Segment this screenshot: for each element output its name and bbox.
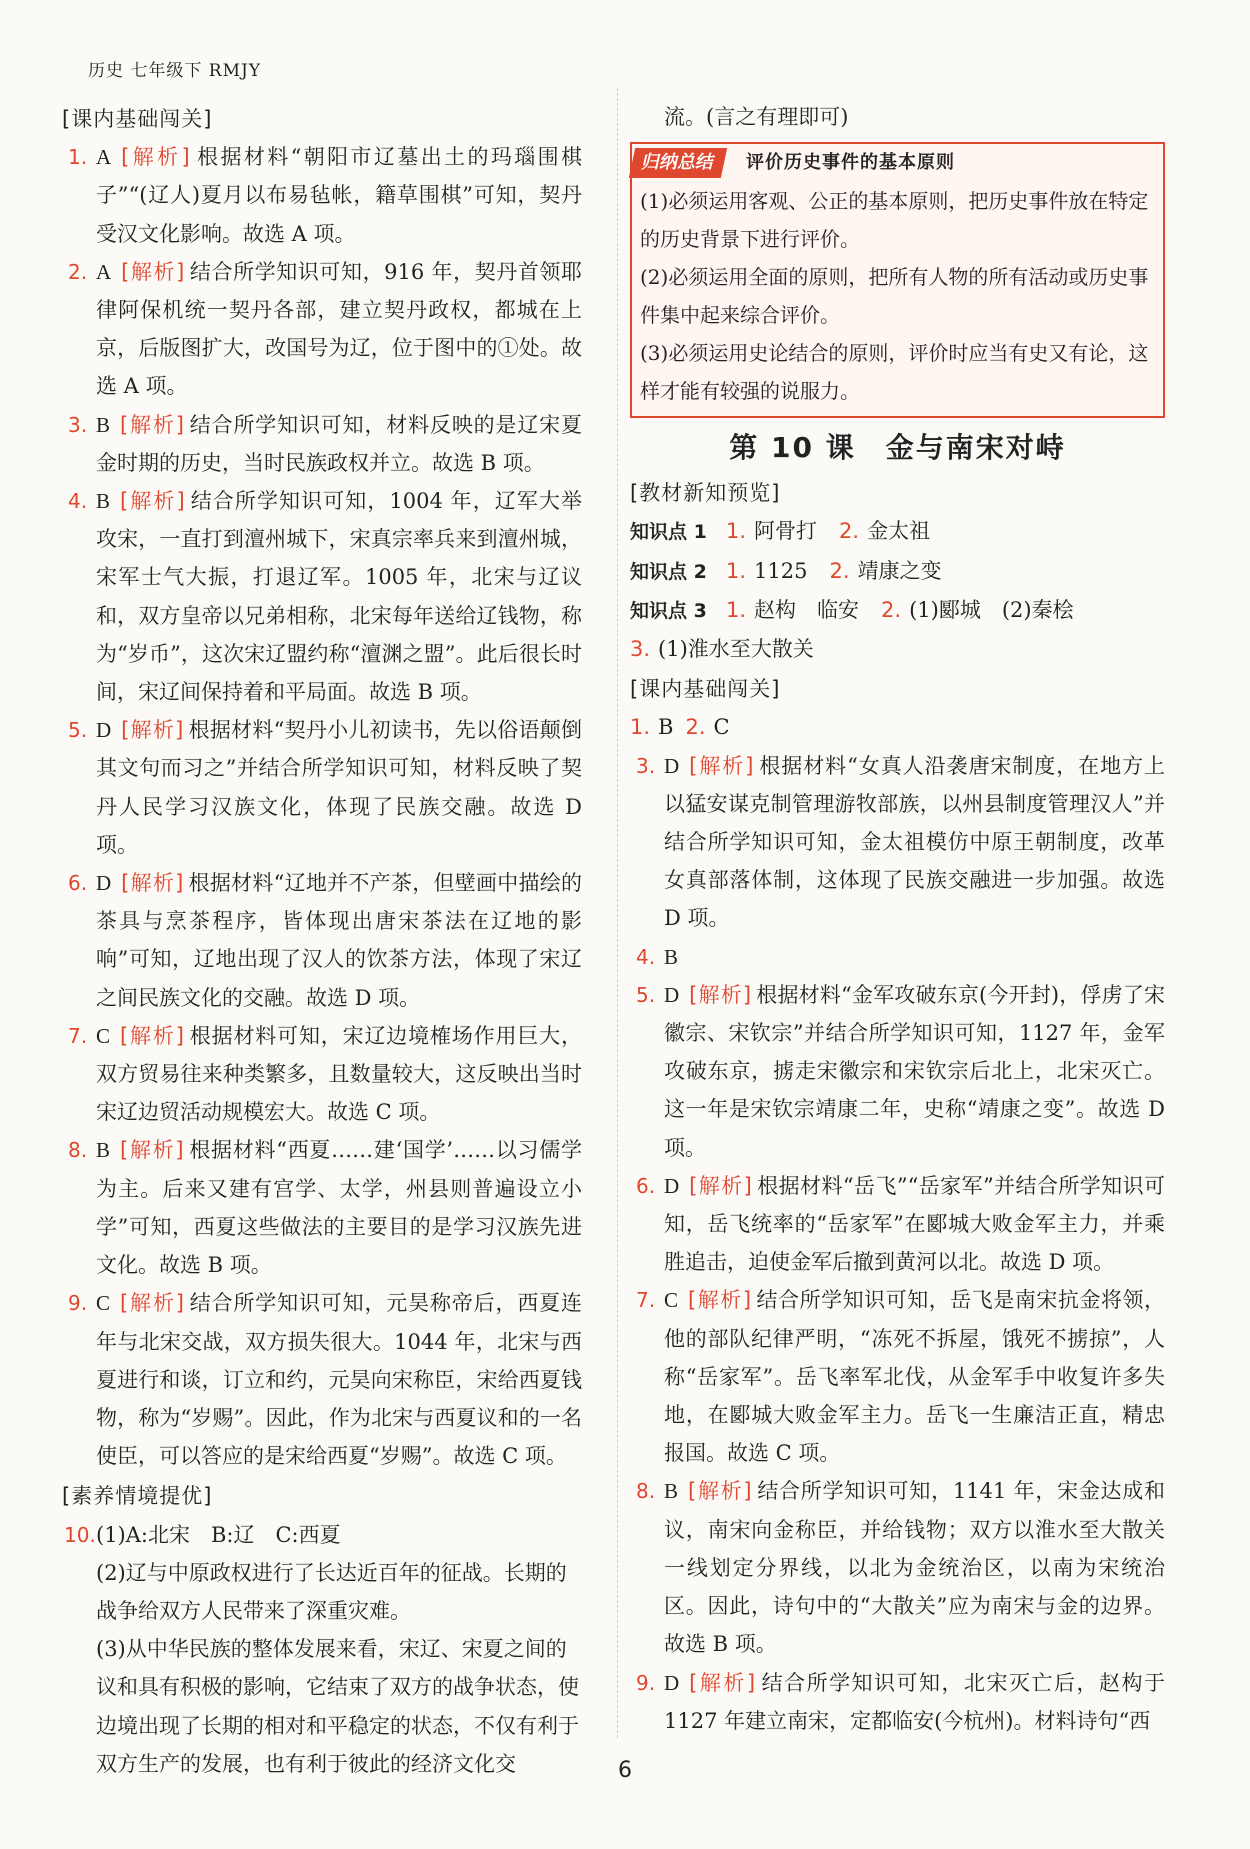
answer-item: 9. D [解析] 结合所学知识可知，北宋灭亡后，赵构于 1127 年建立南宋，定都临安(今杭州)。材料诗句“西	[636, 1670, 1166, 1733]
analysis-tag: [解析]	[121, 718, 185, 743]
section-heading: [课内基础闯关]	[630, 677, 781, 702]
section-heading: [课内基础闯关]	[62, 107, 213, 131]
analysis-tag: [解析]	[120, 412, 185, 437]
answer-item: 6. D [解析] 根据材料“辽地并不产茶，但壁画中描绘的茶具与烹茶程序，皆体现出唐宋茶法在辽地的影响”可知，辽地出现了汉人的饮茶方法，体现了宋辽之间民族文化的交融。故选 D 项。	[68, 871, 583, 1010]
short-answers: 1. B 2. C	[630, 715, 730, 740]
analysis-tag: [解析]	[688, 1288, 753, 1313]
answer-subpart: (2)辽与中原政权进行了长达近百年的征战。长期的战争给双方人民带来了深重灾难。	[96, 1560, 567, 1623]
analysis-tag: [解析]	[121, 871, 185, 896]
left-column	[62, 98, 582, 1783]
answer-item: 3. B [解析] 结合所学知识可知，材料反映的是辽宋夏金时期的历史，当时民族政权并立。故选 B 项。	[68, 412, 583, 475]
answer-item: 7. C [解析] 结合所学知识可知，岳飞是南宋抗金将领，他的部队纪律严明，“冻死不拆屋，饿死不掳掠”，人称“岳家军”。岳飞率军北伐，从金军手中收复许多失地，在郾城大败金军主力。岳飞一生廉洁正直，精忠报国。故选 C 项。	[636, 1288, 1166, 1466]
summary-line: (3)必须运用史论结合的原则，评价时应当有史又有论，这样才能有较强的说服力。	[640, 341, 1149, 404]
analysis-tag: [解析]	[121, 259, 186, 284]
column-divider	[617, 88, 618, 1738]
analysis-tag: [解析]	[120, 489, 186, 514]
answer-item: 8. B [解析] 根据材料“西夏……建‘国学’……以习儒学为主。后来又建有宫学、太学，州县则普遍设立小学”可知，西夏这些做法的主要目的是学习汉族先进文化。故选 B 项。	[68, 1138, 583, 1278]
page-number: 6	[618, 1758, 632, 1783]
answer-subpart: (3)从中华民族的整体发展来看，宋辽、宋夏之间的议和具有积极的影响，它结束了双方的战争状态，使边境出现了长期的相对和平稳定的状态，不仅有利于双方生产的发展，也有利于彼此的经济文化交	[96, 1637, 579, 1776]
analysis-tag: [解析]	[689, 982, 753, 1007]
answer-item: 9. C [解析] 结合所学知识可知，元昊称帝后，西夏连年与北宋交战，双方损失很大。1044 年，北宋与西夏进行和谈，订立和约，元昊向宋称臣，宋给西夏钱物，称为“岁赐”。因此，作为北宋与西夏议和的一名使臣，可以答应的是宋给西夏“岁赐”。故选 C 项。	[68, 1291, 583, 1469]
summary-line: (1)必须运用客观、公正的基本原则，把历史事件放在特定的历史背景下进行评价。	[640, 189, 1149, 252]
analysis-tag: [解析]	[120, 1291, 185, 1316]
summary-badge: 归纳总结	[629, 148, 727, 178]
answer-item: 5. D [解析] 根据材料“金军攻破东京(今开封)，俘虏了宋徽宗、宋钦宗”并结合所学知识可知，1127 年，金军攻破东京，掳走宋徽宗和宋钦宗后北上，北宋灭亡。这一年是宋钦宗靖康二年，史称“靖康之变”。故选 D 项。	[636, 982, 1166, 1160]
answer-item: 6. D [解析] 根据材料“岳飞”“岳家军”并结合所学知识可知，岳飞统率的“岳家军”在郾城大败金军主力，并乘胜追击，迫使金军后撤到黄河以北。故选 D 项。	[636, 1173, 1166, 1275]
continued-text: 流。(言之有理即可)	[664, 105, 849, 129]
analysis-tag: [解析]	[120, 1023, 185, 1048]
analysis-tag: [解析]	[121, 145, 191, 170]
answer-item: 5. D [解析] 根据材料“契丹小儿初读书，先以俗语颠倒其文句而习之”并结合所学知识可知，材料反映了契丹人民学习汉族文化，体现了民族交融。故选 D 项。	[68, 718, 583, 857]
summary-line: (2)必须运用全面的原则，把所有人物的所有活动或历史事件集中起来综合评价。	[640, 265, 1149, 328]
analysis-tag: [解析]	[689, 753, 755, 778]
answer-item: 4. B	[636, 944, 679, 969]
answer-item: 1. A [解析] 根据材料“朝阳市辽墓出土的玛瑙围棋子”“(辽人)夏月以布易毡帐，籍草围棋”可知，契丹受汉文化影响。故选 A 项。	[68, 145, 583, 246]
summary-box	[630, 142, 1165, 418]
answer-item: 10. (1)A:北宋 B:辽 C:西夏	[64, 1522, 341, 1547]
answer-item: 2. A [解析] 结合所学知识可知，916 年，契丹首领耶律阿保机统一契丹各部，建立契丹政权，都城在上京，后版图扩大，改国号为辽，位于图中的①处。故选 A 项。	[68, 259, 582, 399]
section-heading: [教材新知预览]	[630, 481, 781, 506]
knowledge-point: 知识点 1 1. 阿骨打 2. 金太祖	[630, 519, 931, 544]
answer-item: 3. D [解析] 根据材料“女真人沿袭唐宋制度，在地方上以猛安谋克制管理游牧部族，以州县制度管理汉人”并结合所学知识可知，金太祖模仿中原王朝制度，改革女真部落体制，这体现了民族交融进一步加强。故选 D 项。	[636, 753, 1166, 931]
page-header: 历史 七年级下 RMJY	[88, 61, 262, 81]
knowledge-point: 3. (1)淮水至大散关	[630, 637, 814, 662]
analysis-tag: [解析]	[120, 1138, 185, 1163]
knowledge-point: 知识点 3 1. 赵构 临安 2. (1)郾城 (2)秦桧	[630, 597, 1074, 622]
summary-title: 评价历史事件的基本原则	[746, 152, 955, 174]
analysis-tag: [解析]	[688, 1479, 753, 1504]
knowledge-point: 知识点 2 1. 1125 2. 靖康之变	[630, 558, 942, 583]
right-column	[630, 98, 1165, 1740]
analysis-tag: [解析]	[689, 1173, 753, 1198]
analysis-tag: [解析]	[689, 1670, 757, 1695]
section-heading: [素养情境提优]	[62, 1484, 213, 1509]
answer-item: 7. C [解析] 根据材料可知，宋辽边境榷场作用巨大，双方贸易往来种类繁多，且数量较大，这反映出当时宋辽边贸活动规模宏大。故选 C 项。	[68, 1023, 583, 1125]
answer-item: 8. B [解析] 结合所学知识可知，1141 年，宋金达成和议，南宋向金称臣，并给钱物；双方以淮水至大散关一线划定分界线，以北为金统治区，以南为宋统治区。因此，诗句中的“大散关”应为南宋与金的边界。故选 B 项。	[636, 1479, 1165, 1657]
answer-item: 4. B [解析] 结合所学知识可知，1004 年，辽军大举攻宋，一直打到澶州城下，宋真宗率兵来到澶州城，宋军士气大振，打退辽军。1005 年，北宋与辽议和，双方皇帝以兄弟相称，北宋每年送给辽钱物，称为“岁币”，这次宋辽盟约称“澶渊之盟”。此后很长时间，宋辽间保持着和平局面。故选 B 项。	[68, 489, 582, 705]
lesson-title: 第 10 课 金与南宋对峙	[729, 431, 1066, 465]
